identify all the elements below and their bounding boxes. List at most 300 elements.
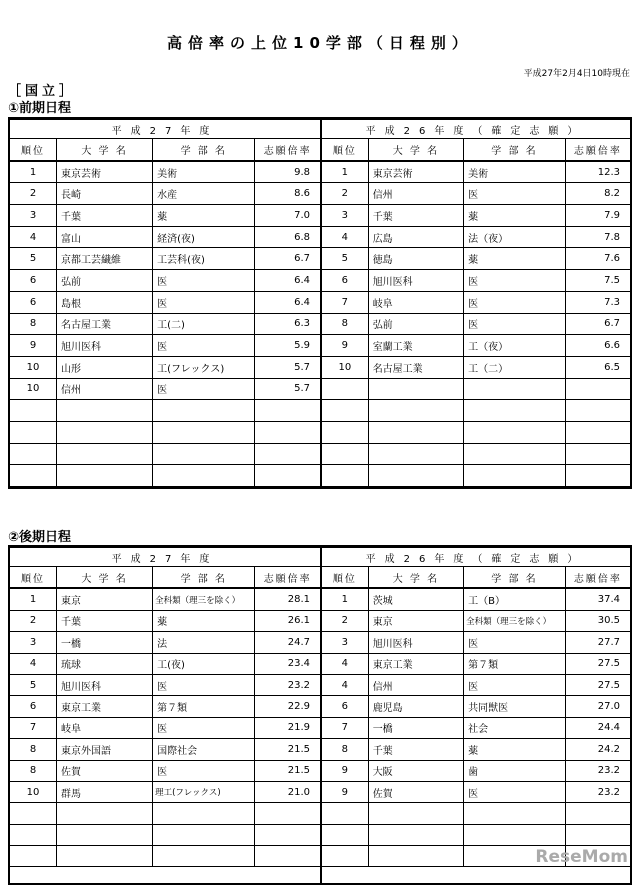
university-cell: [57, 824, 153, 845]
table-row: [322, 378, 630, 400]
faculty-cell: 第７類: [464, 653, 566, 674]
university-cell: 鹿児島: [368, 696, 463, 717]
table-row: [10, 846, 320, 867]
university-cell: 名古屋工業: [57, 313, 153, 335]
faculty-cell: 国際社会: [153, 739, 255, 760]
faculty-cell: [153, 421, 255, 443]
faculty-cell: 共同獣医: [464, 696, 566, 717]
faculty-cell: [153, 846, 255, 867]
rank-cell: [10, 465, 57, 487]
university-cell: 弘前: [368, 313, 463, 335]
rank-cell: 8: [10, 313, 57, 335]
rank-header: 順位: [10, 139, 57, 161]
ratio-cell: [255, 443, 320, 465]
ratio-cell: 7.5: [565, 270, 630, 292]
rank-cell: 1: [322, 588, 368, 610]
year-heading: 平成26年度（確定志願）: [322, 120, 630, 139]
rank-cell: 8: [10, 739, 57, 760]
rank-header: 順位: [322, 139, 368, 161]
rank-cell: 10: [10, 781, 57, 802]
university-cell: [57, 400, 153, 422]
rank-cell: [322, 824, 368, 845]
rank-cell: [10, 400, 57, 422]
rank-cell: [322, 400, 368, 422]
ratio-cell: 23.2: [565, 781, 630, 802]
ratio-cell: [255, 846, 320, 867]
faculty-cell: 経済(夜): [153, 226, 255, 248]
rank-cell: 2: [322, 610, 368, 631]
ratio-header: 志願倍率: [255, 567, 320, 589]
ratio-cell: 6.3: [255, 313, 320, 335]
rank-cell: 2: [322, 183, 368, 205]
university-cell: 長崎: [57, 183, 153, 205]
university-cell: 琉球: [57, 653, 153, 674]
ratio-cell: 27.0: [565, 696, 630, 717]
rank-cell: 8: [322, 739, 368, 760]
faculty-cell: 工（夜）: [464, 335, 566, 357]
rank-cell: 4: [322, 674, 368, 695]
ratio-cell: [255, 824, 320, 845]
table-row: [322, 248, 630, 270]
rank-cell: [322, 465, 368, 487]
university-cell: 旭川医科: [57, 674, 153, 695]
university-cell: [368, 421, 463, 443]
faculty-cell: 工芸科(夜): [153, 248, 255, 270]
university-header: 大 学 名: [368, 139, 463, 161]
university-header: 大 学 名: [57, 139, 153, 161]
table-row: [322, 781, 630, 802]
faculty-header: 学 部 名: [464, 139, 566, 161]
faculty-cell: [464, 378, 566, 400]
table-row: [10, 443, 320, 465]
ratio-cell: [565, 443, 630, 465]
faculty-cell: 医: [153, 291, 255, 313]
university-cell: 徳島: [368, 248, 463, 270]
ratio-cell: 8.6: [255, 183, 320, 205]
university-cell: [57, 846, 153, 867]
rank-cell: 8: [10, 760, 57, 781]
ratio-cell: 6.6: [565, 335, 630, 357]
ratio-cell: [565, 400, 630, 422]
rank-cell: 4: [10, 653, 57, 674]
university-cell: 旭川医科: [368, 270, 463, 292]
rank-cell: 1: [10, 161, 57, 183]
university-cell: 山形: [57, 356, 153, 378]
left-year-table: [10, 547, 320, 883]
university-cell: [368, 824, 463, 845]
table-row: [10, 270, 320, 292]
table-row: [10, 205, 320, 227]
faculty-cell: 工(フレックス): [153, 356, 255, 378]
table-row: [10, 291, 320, 313]
faculty-cell: 理工(フレックス): [153, 781, 255, 802]
faculty-cell: 工(二): [153, 313, 255, 335]
faculty-cell: 医: [153, 717, 255, 738]
university-cell: 大阪: [368, 760, 463, 781]
faculty-cell: 工(夜): [153, 653, 255, 674]
university-cell: 東京芸術: [57, 161, 153, 183]
faculty-cell: 全科類（理三を除く）: [464, 610, 566, 631]
faculty-cell: 医: [153, 674, 255, 695]
ratio-cell: 7.6: [565, 248, 630, 270]
faculty-cell: 法: [153, 632, 255, 653]
faculty-cell: [153, 824, 255, 845]
ratio-cell: [565, 824, 630, 845]
ratio-cell: 6.5: [565, 356, 630, 378]
faculty-cell: 薬: [153, 610, 255, 631]
university-cell: 信州: [368, 674, 463, 695]
ratio-cell: [255, 421, 320, 443]
university-cell: 一橋: [57, 632, 153, 653]
faculty-cell: 医: [464, 313, 566, 335]
table-row: [322, 421, 630, 443]
ratio-cell: 27.5: [565, 674, 630, 695]
faculty-cell: 薬: [464, 739, 566, 760]
university-header: 大 学 名: [57, 567, 153, 589]
university-cell: 信州: [368, 183, 463, 205]
table-row: [10, 803, 320, 824]
faculty-cell: 水産: [153, 183, 255, 205]
rank-cell: [322, 846, 368, 867]
rank-cell: 7: [10, 717, 57, 738]
ratio-cell: [565, 803, 630, 824]
rank-cell: [322, 443, 368, 465]
university-cell: 千葉: [368, 205, 463, 227]
university-cell: 千葉: [57, 205, 153, 227]
university-cell: 東京工業: [57, 696, 153, 717]
table-row: [10, 739, 320, 760]
ratio-cell: 6.7: [565, 313, 630, 335]
faculty-cell: [153, 465, 255, 487]
rank-cell: 6: [322, 270, 368, 292]
ratio-header: 志願倍率: [565, 567, 630, 589]
ratio-cell: 7.0: [255, 205, 320, 227]
table-row: [10, 335, 320, 357]
university-cell: [57, 803, 153, 824]
faculty-cell: 医: [153, 378, 255, 400]
table-row: [322, 760, 630, 781]
ratio-cell: [565, 378, 630, 400]
ratio-cell: 24.7: [255, 632, 320, 653]
faculty-header: 学 部 名: [464, 567, 566, 589]
year-heading: 平成26年度（確定志願）: [322, 548, 630, 567]
faculty-cell: 医: [464, 632, 566, 653]
ratio-cell: 9.8: [255, 161, 320, 183]
university-cell: 東京: [57, 588, 153, 610]
ratio-cell: 6.4: [255, 291, 320, 313]
faculty-cell: [464, 400, 566, 422]
year-heading: 平成27年度: [10, 120, 320, 139]
rank-cell: 7: [322, 291, 368, 313]
ratio-cell: [565, 465, 630, 487]
faculty-header: 学 部 名: [153, 139, 255, 161]
faculty-cell: 医: [464, 674, 566, 695]
ratio-cell: 23.2: [255, 674, 320, 695]
ratio-cell: [255, 803, 320, 824]
rank-cell: 3: [322, 205, 368, 227]
faculty-cell: [464, 824, 566, 845]
rank-cell: [322, 378, 368, 400]
rank-cell: 1: [322, 161, 368, 183]
faculty-cell: [153, 443, 255, 465]
category-label: ［国立］: [8, 84, 77, 99]
ratio-cell: 6.7: [255, 248, 320, 270]
table-row: [10, 356, 320, 378]
university-cell: [368, 803, 463, 824]
resemom-logo: ReseMom: [535, 847, 628, 867]
table-row: [10, 632, 320, 653]
university-cell: 佐賀: [57, 760, 153, 781]
as-of-date: 平成27年2月4日10時現在: [523, 69, 630, 79]
university-cell: 名古屋工業: [368, 356, 463, 378]
ratio-cell: 7.9: [565, 205, 630, 227]
table-row: [322, 226, 630, 248]
table-row: [322, 653, 630, 674]
rank-cell: 4: [322, 653, 368, 674]
first-stage-table: [8, 117, 632, 489]
table-row: [322, 205, 630, 227]
table-row: [10, 465, 320, 487]
faculty-cell: [464, 443, 566, 465]
second-stage-table: [8, 545, 632, 885]
ratio-cell: 21.9: [255, 717, 320, 738]
rank-cell: 4: [10, 226, 57, 248]
faculty-cell: 医: [153, 335, 255, 357]
right-year-table: [320, 547, 630, 883]
university-cell: 弘前: [57, 270, 153, 292]
ratio-cell: 7.8: [565, 226, 630, 248]
faculty-cell: [464, 465, 566, 487]
university-cell: 室蘭工業: [368, 335, 463, 357]
rank-cell: 6: [10, 270, 57, 292]
rank-cell: 5: [10, 248, 57, 270]
table-row: [322, 824, 630, 845]
table-row: [10, 313, 320, 335]
university-cell: 旭川医科: [368, 632, 463, 653]
faculty-cell: 薬: [464, 205, 566, 227]
rank-cell: [10, 824, 57, 845]
table-row: [322, 465, 630, 487]
university-cell: 広島: [368, 226, 463, 248]
university-cell: 岐阜: [368, 291, 463, 313]
university-cell: 茨城: [368, 588, 463, 610]
rank-cell: 3: [10, 632, 57, 653]
rank-cell: 2: [10, 610, 57, 631]
rank-cell: [10, 443, 57, 465]
university-cell: 一橋: [368, 717, 463, 738]
rank-cell: 7: [322, 717, 368, 738]
ratio-cell: 5.9: [255, 335, 320, 357]
table-row: [322, 313, 630, 335]
table-row: [322, 400, 630, 422]
rank-cell: [322, 421, 368, 443]
table-row: [322, 183, 630, 205]
ratio-cell: 28.1: [255, 588, 320, 610]
ratio-cell: 7.3: [565, 291, 630, 313]
rank-cell: [322, 803, 368, 824]
table-row: [10, 824, 320, 845]
university-cell: 島根: [57, 291, 153, 313]
ratio-header: 志願倍率: [255, 139, 320, 161]
ratio-cell: 30.5: [565, 610, 630, 631]
section-label-first: ①前期日程: [8, 101, 72, 116]
faculty-cell: 第７類: [153, 696, 255, 717]
section-label-second: ②後期日程: [8, 530, 72, 545]
table-row: [10, 696, 320, 717]
ratio-cell: 5.7: [255, 356, 320, 378]
rank-cell: 9: [10, 335, 57, 357]
faculty-cell: 医: [464, 270, 566, 292]
faculty-cell: 医: [153, 270, 255, 292]
ratio-cell: 24.2: [565, 739, 630, 760]
ratio-cell: 22.9: [255, 696, 320, 717]
university-cell: [368, 443, 463, 465]
faculty-cell: 医: [464, 183, 566, 205]
table-row: [322, 335, 630, 357]
university-cell: 千葉: [368, 739, 463, 760]
faculty-cell: 医: [464, 291, 566, 313]
ratio-cell: 23.4: [255, 653, 320, 674]
rank-cell: 10: [10, 356, 57, 378]
faculty-cell: 薬: [464, 248, 566, 270]
university-cell: 千葉: [57, 610, 153, 631]
table-row: [322, 443, 630, 465]
rank-cell: [10, 421, 57, 443]
table-row: [10, 781, 320, 802]
faculty-cell: 美術: [464, 161, 566, 183]
faculty-cell: 法（夜）: [464, 226, 566, 248]
university-cell: 旭川医科: [57, 335, 153, 357]
rank-header: 順位: [10, 567, 57, 589]
table-row: [322, 161, 630, 183]
table-row: [10, 248, 320, 270]
ratio-cell: 37.4: [565, 588, 630, 610]
rank-cell: 1: [10, 588, 57, 610]
ratio-cell: 12.3: [565, 161, 630, 183]
table-row: [322, 356, 630, 378]
rank-cell: 9: [322, 335, 368, 357]
university-cell: [368, 378, 463, 400]
table-row: [322, 739, 630, 760]
table-row: [10, 610, 320, 631]
ratio-cell: 23.2: [565, 760, 630, 781]
university-cell: 東京外国語: [57, 739, 153, 760]
rank-cell: 4: [322, 226, 368, 248]
university-cell: [57, 421, 153, 443]
table-row: [322, 803, 630, 824]
table-row: [10, 588, 320, 610]
rank-cell: [10, 846, 57, 867]
university-cell: 富山: [57, 226, 153, 248]
ratio-cell: [565, 421, 630, 443]
university-cell: 東京: [368, 610, 463, 631]
rank-cell: 2: [10, 183, 57, 205]
table-row: [10, 400, 320, 422]
rank-cell: 9: [322, 781, 368, 802]
university-header: 大 学 名: [368, 567, 463, 589]
table-row: [10, 653, 320, 674]
table-row: [10, 161, 320, 183]
table-row: [322, 717, 630, 738]
faculty-header: 学 部 名: [153, 567, 255, 589]
table-row: [10, 183, 320, 205]
ratio-cell: 27.7: [565, 632, 630, 653]
table-row: [322, 588, 630, 610]
rank-cell: 5: [10, 674, 57, 695]
rank-cell: 3: [322, 632, 368, 653]
left-year-table: [10, 119, 320, 487]
rank-cell: 6: [10, 291, 57, 313]
university-cell: 京都工芸繊維: [57, 248, 153, 270]
university-cell: 東京工業: [368, 653, 463, 674]
table-row: [10, 226, 320, 248]
rank-cell: 5: [322, 248, 368, 270]
faculty-cell: [153, 803, 255, 824]
university-cell: 佐賀: [368, 781, 463, 802]
university-cell: 岐阜: [57, 717, 153, 738]
rank-cell: 9: [322, 760, 368, 781]
ratio-cell: 8.2: [565, 183, 630, 205]
rank-cell: 8: [322, 313, 368, 335]
university-cell: 信州: [57, 378, 153, 400]
table-row: [322, 270, 630, 292]
ratio-cell: 5.7: [255, 378, 320, 400]
table-row: [322, 610, 630, 631]
faculty-cell: 医: [464, 781, 566, 802]
ratio-cell: 24.4: [565, 717, 630, 738]
right-year-table: [320, 119, 630, 487]
table-row: [322, 674, 630, 695]
ratio-cell: [255, 465, 320, 487]
ratio-header: 志願倍率: [565, 139, 630, 161]
university-cell: [57, 443, 153, 465]
rank-cell: 10: [10, 378, 57, 400]
faculty-cell: 工（二）: [464, 356, 566, 378]
table-row: [10, 674, 320, 695]
faculty-cell: 医: [153, 760, 255, 781]
page-title: 高倍率の上位10学部（日程別）: [167, 34, 473, 52]
university-cell: [368, 465, 463, 487]
ratio-cell: 27.5: [565, 653, 630, 674]
table-row: [322, 291, 630, 313]
university-cell: [368, 846, 463, 867]
university-cell: 東京芸術: [368, 161, 463, 183]
year-heading: 平成27年度: [10, 548, 320, 567]
faculty-cell: 工（B）: [464, 588, 566, 610]
ratio-cell: 26.1: [255, 610, 320, 631]
ratio-cell: 6.8: [255, 226, 320, 248]
table-row: [322, 696, 630, 717]
ratio-cell: 21.5: [255, 739, 320, 760]
ratio-cell: 6.4: [255, 270, 320, 292]
rank-cell: 3: [10, 205, 57, 227]
faculty-cell: 全科類（理三を除く）: [153, 588, 255, 610]
table-row: [10, 760, 320, 781]
table-row: [10, 378, 320, 400]
faculty-cell: 歯: [464, 760, 566, 781]
rank-cell: 10: [322, 356, 368, 378]
ratio-cell: 21.0: [255, 781, 320, 802]
rank-header: 順位: [322, 567, 368, 589]
table-row: [10, 717, 320, 738]
faculty-cell: [153, 400, 255, 422]
university-cell: [57, 465, 153, 487]
university-cell: [368, 400, 463, 422]
faculty-cell: [464, 803, 566, 824]
rank-cell: [10, 803, 57, 824]
faculty-cell: [464, 421, 566, 443]
table-row: [322, 632, 630, 653]
